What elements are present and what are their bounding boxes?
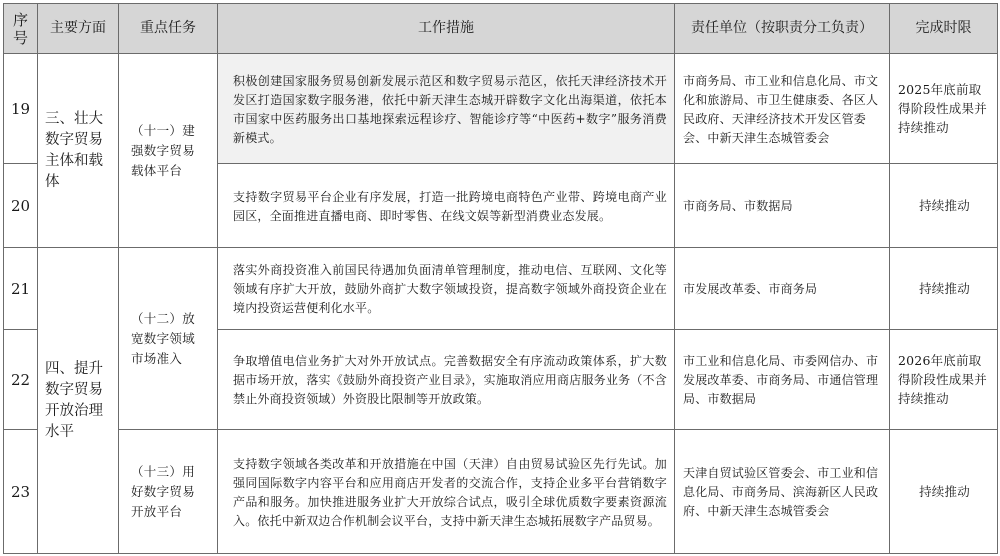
task-cell: （十三）用好数字贸易开放平台 bbox=[119, 430, 218, 554]
time-cell: 2026年底前取得阶段性成果并持续推动 bbox=[890, 330, 998, 430]
unit-cell: 市商务局、市工业和信息化局、市文化和旅游局、市卫生健康委、各区人民政府、天津经济技术开发区管委会、中新天津生态城管委会 bbox=[675, 54, 890, 164]
table-row bbox=[4, 430, 998, 554]
time-cell: 持续推动 bbox=[890, 164, 998, 248]
row-seq: 22 bbox=[4, 330, 38, 430]
header-measure: 工作措施 bbox=[218, 4, 675, 54]
row-seq: 19 bbox=[4, 54, 38, 164]
unit-cell: 市商务局、市数据局 bbox=[675, 164, 890, 248]
header-task: 重点任务 bbox=[119, 4, 218, 54]
aspect-cell: 三、壮大数字贸易主体和载体 bbox=[38, 54, 119, 248]
header-unit: 责任单位（按职责分工负责） bbox=[675, 4, 890, 54]
measure-cell: 落实外商投资准入前国民待遇加负面清单管理制度，推动电信、互联网、文化等领域有序扩大开放，鼓励外商扩大数字领域投资，提高数字领域外商投资企业在境内投资运营便利化水平。 bbox=[218, 248, 675, 330]
header-aspect: 主要方面 bbox=[38, 4, 119, 54]
header-time: 完成时限 bbox=[890, 4, 998, 54]
work-measures-table bbox=[3, 3, 998, 554]
row-seq: 21 bbox=[4, 248, 38, 330]
table-row bbox=[4, 54, 998, 164]
measure-cell: 争取增值电信业务扩大对外开放试点。完善数据安全有序流动政策体系，扩大数据市场开放，落实《鼓励外商投资产业目录》，实施取消应用商店服务业务（不含禁止外商投资领域）外资股比限制等开放政策。 bbox=[218, 330, 675, 430]
table-row bbox=[4, 248, 998, 330]
aspect-cell: 四、提升数字贸易开放治理水平 bbox=[38, 248, 119, 554]
time-cell: 持续推动 bbox=[890, 430, 998, 554]
unit-cell: 市工业和信息化局、市委网信办、市发展改革委、市商务局、市通信管理局、市数据局 bbox=[675, 330, 890, 430]
measure-cell: 支持数字贸易平台企业有序发展，打造一批跨境电商特色产业带、跨境电商产业园区，全面推进直播电商、即时零售、在线文娱等新型消费业态发展。 bbox=[218, 164, 675, 248]
row-seq: 20 bbox=[4, 164, 38, 248]
time-cell: 2025年底前取得阶段性成果并持续推动 bbox=[890, 54, 998, 164]
task-cell: （十一）建强数字贸易载体平台 bbox=[119, 54, 218, 248]
row-seq: 23 bbox=[4, 430, 38, 554]
header-seq: 序号 bbox=[4, 4, 38, 54]
measure-cell: 支持数字领域各类改革和开放措施在中国（天津）自由贸易试验区先行先试。加强同国际数字内容平台和应用商店开发者的交流合作，支持企业多平台营销数字产品和服务。加快推进服务业扩大开放综合试点，吸引全球优质数字要素资源流入。依托中新双边合作机制会议平台，支持中新天津生态城拓展数字产品贸易。 bbox=[218, 430, 675, 554]
time-cell: 持续推动 bbox=[890, 248, 998, 330]
measure-cell: 积极创建国家服务贸易创新发展示范区和数字贸易示范区，依托天津经济技术开发区打造国家数字服务港，依托中新天津生态城开辟数字文化出海渠道，依托本市国家中医药服务出口基地探索远程诊疗、智能诊疗等“中医药+数字”服务消费新模式。 bbox=[218, 54, 675, 164]
task-cell: （十二）放宽数字领域市场准入 bbox=[119, 248, 218, 430]
unit-cell: 市发展改革委、市商务局 bbox=[675, 248, 890, 330]
unit-cell: 天津自贸试验区管委会、市工业和信息化局、市商务局、滨海新区人民政府、中新天津生态城管委会 bbox=[675, 430, 890, 554]
